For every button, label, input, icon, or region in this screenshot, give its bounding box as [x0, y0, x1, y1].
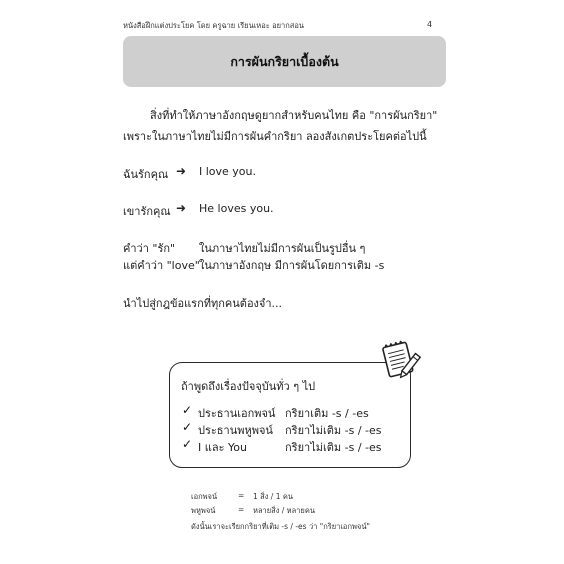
intro-line-1: สิ่งที่ทำให้ภาษาอังกฤษดูยากสำหรับคนไทย คือ "การผันกริยา" — [150, 109, 438, 122]
note-footer: ดังนั้นเราจะเรียกกริยาที่เติม -s / -es ว่า "กริยาเอกพจน์" — [191, 522, 370, 531]
arrow-icon: ➜ — [176, 164, 187, 178]
note-meaning-2: หลายสิ่ง / หลายคน — [253, 506, 315, 515]
example-thai-2: เขารักคุณ — [123, 205, 171, 218]
note-equals-1: = — [238, 491, 245, 500]
rule-subject-1: ประธานเอกพจน์ — [198, 407, 276, 420]
arrow-icon: ➜ — [176, 201, 187, 215]
rule-verb-1: กริยาเติม -s / -es — [285, 407, 369, 420]
book-title: หนังสือฝึกแต่งประโยค โดย ครูฉาย เรียนเหอะ อยากสอน — [123, 21, 304, 30]
note-meaning-1: 1 สิ่ง / 1 คน — [253, 492, 293, 501]
example-thai-1: ฉันรักคุณ — [123, 168, 169, 181]
note-term-1: เอกพจน์ — [191, 492, 218, 501]
notepad-pencil-icon — [378, 338, 422, 382]
page-number: 4 — [427, 20, 433, 29]
note-term-2: พหูพจน์ — [191, 506, 216, 515]
rule-subject-2: ประธานพหูพจน์ — [198, 424, 273, 437]
rule-verb-3: กริยาไม่เติม -s / -es — [285, 441, 382, 454]
rule-subject-3: I และ You — [198, 441, 247, 454]
comparison-label-1: คำว่า "รัก" — [123, 242, 176, 255]
example-english-2: He loves you. — [199, 202, 274, 215]
comparison-text-2: ในภาษาอังกฤษ มีการผันโดยการเติม -s — [199, 259, 385, 272]
note-equals-2: = — [238, 505, 245, 514]
section-title: การผันกริยาเบื้องต้น — [230, 54, 339, 69]
lead-in-text: นำไปสู่กฎข้อแรกที่ทุกคนต้องจำ... — [123, 297, 283, 310]
check-icon: ✓ — [182, 420, 193, 434]
check-icon: ✓ — [182, 403, 193, 417]
example-english-1: I love you. — [199, 165, 257, 178]
comparison-text-1: ในภาษาไทยไม่มีการผันเป็นรูปอื่น ๆ — [199, 242, 366, 255]
rule-verb-2: กริยาไม่เติม -s / -es — [285, 424, 382, 437]
check-icon: ✓ — [182, 437, 193, 451]
comparison-label-2: แต่คำว่า "love" — [123, 259, 200, 272]
intro-line-2: เพราะในภาษาไทยไม่มีการผันคำกริยา ลองสังเกตประโยคต่อไปนี้ — [123, 130, 427, 143]
rule-box-heading: ถ้าพูดถึงเรื่องปัจจุบันทั่ว ๆ ไป — [181, 380, 316, 393]
